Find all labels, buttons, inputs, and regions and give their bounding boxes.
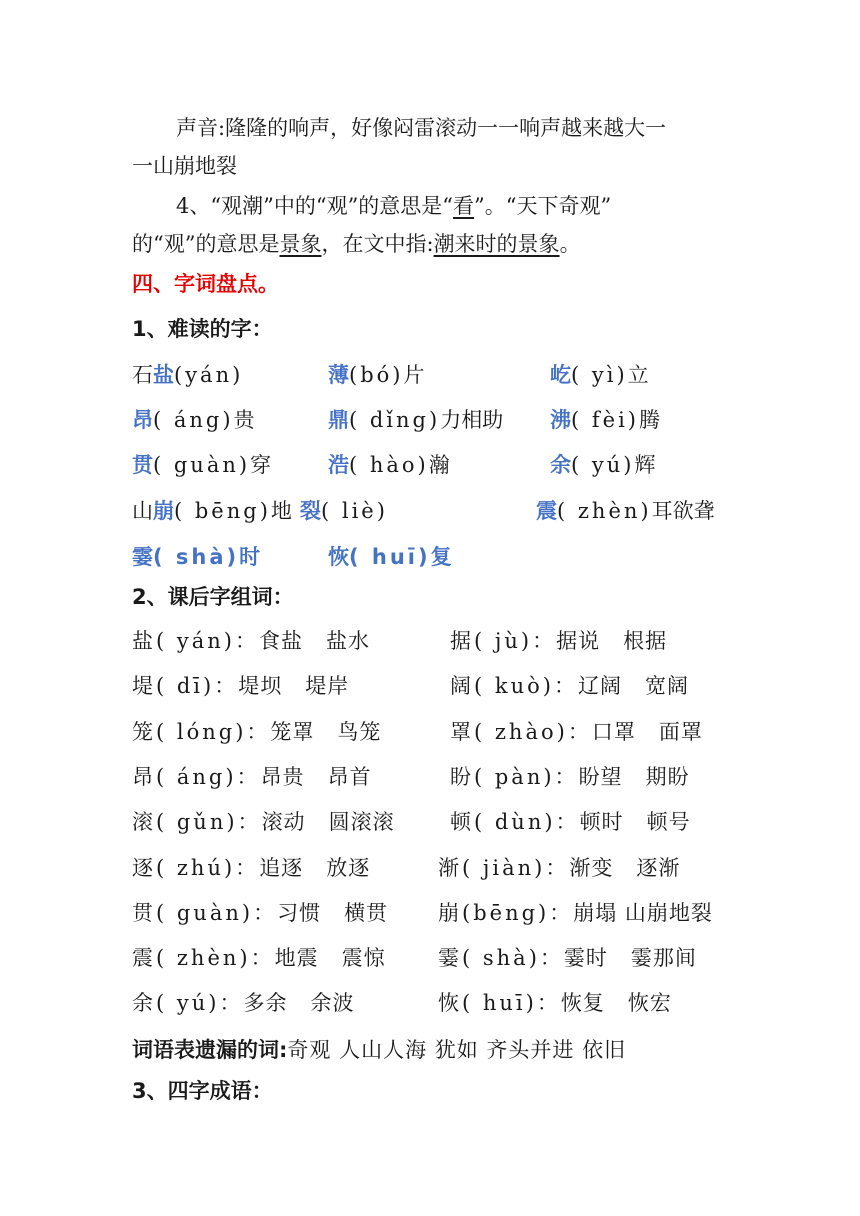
intro-text-2: 一山崩地裂 (132, 154, 237, 178)
missing-words-label: 词语表遗漏的词: (132, 1038, 288, 1062)
word-group-entry (132, 671, 349, 701)
word-group-entry (438, 898, 713, 928)
hard-char-pinyin: ( huī) (349, 545, 431, 569)
word-group-words: 崩塌 山崩地裂 (573, 901, 713, 925)
word-group-words: 据说 根据 (556, 629, 668, 653)
hard-char: 盐 (153, 363, 174, 387)
hard-char-suffix: 贵 (233, 408, 255, 432)
hard-char-entry (550, 405, 660, 435)
hard-char-suffix: 立 (627, 363, 649, 387)
hard-char-pinyin: ( zhèn) (557, 499, 652, 523)
hard-char-suffix: 辉 (634, 453, 656, 477)
hard-char: 霎 (132, 545, 153, 569)
hard-char-pinyin: ( hào) (349, 453, 429, 477)
word-group-words: 口罩 面罩 (591, 720, 703, 744)
hard-char-entry (132, 542, 260, 572)
hard-char-entry (300, 496, 388, 526)
word-group-head: 逐( zhú)： (132, 856, 260, 880)
hard-char-entry (132, 450, 271, 480)
word-group-head: 昂( áng)： (132, 765, 261, 789)
hard-char-pinyin: ( dǐng) (349, 408, 441, 432)
hard-char-entry (328, 360, 424, 390)
hard-char-pinyin: ( bēng) (174, 499, 271, 523)
hard-char-pinyin: ( guàn) (153, 453, 251, 477)
word-group-entry (132, 762, 372, 792)
word-group-head: 顿( dùn)： (450, 810, 580, 834)
hard-char-pinyin: ( áng) (153, 408, 234, 432)
word-group-entry (438, 853, 680, 883)
hard-char: 贯 (132, 453, 153, 477)
part-1-title: 1、难读的字： (132, 317, 273, 341)
word-group-head: 笼( lóng)： (132, 720, 271, 744)
word-group-words: 追逐 放逐 (259, 856, 371, 880)
word-group-entry (450, 671, 689, 701)
word-group-words: 习惯 横贯 (277, 901, 389, 925)
hard-char-suffix: 地 (270, 499, 292, 523)
word-group-words: 盼望 期盼 (578, 765, 690, 789)
intro-line-1 (176, 113, 666, 143)
part-3-title: 3、四字成语： (132, 1079, 273, 1103)
hard-char-prefix: 山 (132, 499, 153, 523)
hard-char-suffix: 片 (403, 363, 425, 387)
word-group-words: 多余 余波 (243, 991, 355, 1015)
hard-char-entry (328, 542, 452, 572)
hard-char-suffix: 力相助 (440, 408, 504, 432)
hard-char-entry (550, 450, 655, 480)
word-group-words: 昂贵 昂首 (260, 765, 372, 789)
hard-char-pinyin: (bó) (349, 363, 404, 387)
hard-char-suffix: 腾 (638, 408, 660, 432)
word-group-words: 地震 震惊 (274, 946, 386, 970)
hard-char-entry (550, 360, 649, 390)
word-group-entry (438, 943, 697, 973)
hard-char-pinyin: (yán) (174, 363, 244, 387)
word-group-entry (450, 762, 690, 792)
intro-line-2 (132, 151, 237, 181)
word-group-words: 笼罩 鸟笼 (270, 720, 382, 744)
word-group-head: 恢( huī)： (438, 991, 561, 1015)
hard-char: 薄 (328, 363, 349, 387)
word-group-words: 辽阔 宽阔 (577, 674, 689, 698)
word-group-head: 据( jù)： (450, 629, 557, 653)
word-group-words: 食盐 盐水 (258, 629, 371, 653)
q4-answer-look: 看 (453, 194, 475, 218)
word-group-head: 盼( pàn)： (450, 765, 579, 789)
q4-line-2 (132, 229, 581, 259)
word-group-words: 堤坝 堤岸 (238, 674, 350, 698)
word-group-entry (132, 717, 381, 747)
hard-char-pinyin: ( fèi) (571, 408, 639, 432)
hard-char-suffix: 瀚 (428, 453, 450, 477)
hard-char: 浩 (328, 453, 349, 477)
word-group-entry (132, 853, 370, 883)
word-group-head: 霎( shà)： (438, 946, 564, 970)
word-group-head: 堤( dī)： (132, 674, 239, 698)
hard-char: 震 (536, 499, 557, 523)
hard-char: 鼎 (328, 408, 349, 432)
part-2-title: 2、课后字组词： (132, 585, 294, 609)
word-group-head: 震( zhèn)： (132, 946, 275, 970)
hard-char: 屹 (550, 363, 571, 387)
hard-char: 沸 (550, 408, 571, 432)
word-group-words: 霎时 霎那间 (563, 946, 697, 970)
word-group-entry (132, 626, 370, 656)
word-group-entry (132, 898, 388, 928)
word-group-entry (438, 988, 672, 1018)
word-group-head: 盐( yán)： (132, 629, 259, 653)
q4-prefix: 4、“观潮”中的“观”的意思是“ (176, 194, 454, 218)
word-group-head: 崩(bēng)： (438, 901, 574, 925)
word-group-words: 滚动 圆滚滚 (261, 810, 395, 834)
hard-char-pinyin: ( shà) (153, 545, 240, 569)
word-group-head: 贯( guàn)： (132, 901, 278, 925)
hard-char-entry (328, 405, 503, 435)
hard-char: 昂 (132, 408, 153, 432)
hard-char-suffix: 耳欲聋 (651, 499, 715, 523)
word-group-head: 余( yú)： (132, 991, 244, 1015)
word-group-entry (132, 988, 354, 1018)
word-group-entry (450, 807, 691, 837)
hard-char: 余 (550, 453, 571, 477)
hard-char: 崩 (153, 499, 174, 523)
hard-char-pinyin: ( yì) (571, 363, 628, 387)
word-group-head: 阔( kuò)： (450, 674, 578, 698)
hard-char-suffix: 穿 (250, 453, 272, 477)
word-group-head: 罩( zhào)： (450, 720, 592, 744)
word-group-words: 恢复 恢宏 (560, 991, 672, 1015)
hard-char-pinyin: ( yú) (571, 453, 635, 477)
word-group-words: 顿时 顿号 (579, 810, 691, 834)
word-group-entry (450, 626, 667, 656)
hard-char-entry (328, 450, 450, 480)
q4-line2-b: ，在文中指: (321, 232, 434, 256)
hard-char-entry (132, 405, 255, 435)
missing-words-line (132, 1035, 626, 1065)
hard-char-entry (132, 496, 292, 526)
hard-char-entry (536, 496, 715, 526)
hard-char-prefix: 石 (132, 363, 153, 387)
q4-end: 。 (559, 232, 581, 256)
hard-char-suffix: 复 (430, 545, 452, 569)
hard-char-suffix: 时 (239, 545, 261, 569)
intro-text-1: 声音:隆隆的响声，好像闷雷滚动一一响声越来越大一 (176, 116, 667, 140)
section-4-title: 四、字词盘点。 (132, 272, 279, 296)
word-group-head: 滚( gǔn)： (132, 810, 262, 834)
word-group-entry (132, 943, 386, 973)
hard-char-pinyin: ( liè) (321, 499, 388, 523)
q4-mid: ”。“天下奇观” (474, 194, 612, 218)
hard-char: 恢 (328, 545, 349, 569)
hard-char-entry (132, 360, 243, 390)
q4-line-1 (176, 191, 611, 221)
hard-char: 裂 (300, 499, 321, 523)
q4-line2-a: 的“观”的意思是 (132, 232, 280, 256)
word-group-words: 渐变 逐渐 (569, 856, 681, 880)
missing-words-list: 奇观 人山人海 犹如 齐头并进 依旧 (287, 1038, 627, 1062)
word-group-head: 渐( jiàn)： (438, 856, 570, 880)
q4-answer-meaning: 潮来时的景象 (433, 232, 560, 256)
word-group-entry (450, 717, 703, 747)
q4-answer-scene: 景象 (279, 232, 322, 256)
word-group-entry (132, 807, 395, 837)
